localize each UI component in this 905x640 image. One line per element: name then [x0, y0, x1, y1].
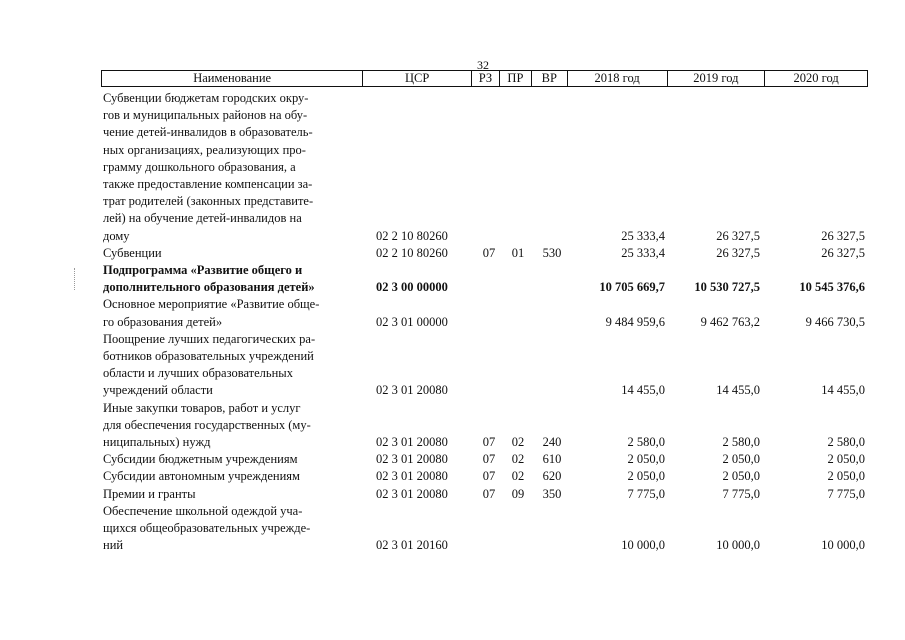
column-header-rz: РЗ	[472, 71, 500, 86]
row-pr: 01	[511, 245, 525, 260]
row-vr: 240	[542, 435, 562, 450]
row-csr: 02 2 10 80260	[376, 228, 448, 243]
column-header-name: Наименование	[102, 71, 363, 86]
row-name-line: области и лучших образовательных	[103, 366, 293, 381]
table-row	[101, 468, 868, 485]
row-name-line: Премии и гранты	[103, 486, 196, 501]
row-csr: 02 3 01 20080	[376, 383, 448, 398]
row-value-2019: 10 000,0	[716, 538, 760, 553]
row-name	[101, 90, 363, 245]
table-row	[101, 451, 868, 468]
column-header-2019: 2019 год	[668, 71, 766, 86]
row-name	[101, 262, 363, 296]
row-rz: 07	[482, 245, 496, 260]
column-header-csr: ЦСР	[363, 71, 472, 86]
row-rz: 07	[482, 435, 496, 450]
row-pr: 02	[511, 452, 525, 467]
row-value-2018: 2 050,0	[627, 452, 665, 467]
row-pr: 02	[511, 469, 525, 484]
row-value-2020: 9 466 730,5	[805, 314, 865, 329]
row-pr: 09	[511, 486, 525, 501]
row-value-2020: 10 545 376,6	[799, 280, 865, 295]
row-value-2018: 14 455,0	[621, 383, 665, 398]
row-rz: 07	[482, 469, 496, 484]
row-name-line: учреждений области	[103, 383, 213, 398]
column-header-vr: ВР	[532, 71, 568, 86]
row-value-2018: 10 000,0	[621, 538, 665, 553]
column-header-2018: 2018 год	[568, 71, 668, 86]
row-name	[101, 245, 363, 262]
row-csr: 02 3 01 20080	[376, 486, 448, 501]
row-name-line: трат родителей (законных представите-	[103, 194, 314, 209]
row-name	[101, 486, 363, 503]
table-header	[101, 70, 868, 87]
row-value-2019: 2 050,0	[722, 469, 760, 484]
table-row	[101, 400, 868, 452]
row-rz: 07	[482, 486, 496, 501]
row-value-2020: 14 455,0	[821, 383, 865, 398]
row-name-line: Обеспечение школьной одеждой уча-	[103, 503, 303, 518]
column-header-2020: 2020 год	[793, 71, 839, 85]
row-csr: 02 3 01 00000	[376, 314, 448, 329]
row-name-line: Субвенции бюджетам городских окру-	[103, 91, 309, 105]
row-vr: 530	[542, 245, 562, 260]
row-value-2019: 26 327,5	[716, 228, 760, 243]
row-csr: 02 3 01 20080	[376, 452, 448, 467]
row-value-2020: 26 327,5	[821, 228, 865, 243]
table-row	[101, 331, 868, 400]
table-row	[101, 245, 868, 262]
table-row	[101, 90, 868, 245]
row-name-line: ниципальных) нужд	[103, 435, 211, 450]
row-csr: 02 2 10 80260	[376, 245, 448, 260]
row-value-2019: 26 327,5	[716, 245, 760, 260]
row-name-line: го образования детей»	[103, 314, 223, 329]
row-csr: 02 3 01 20160	[376, 538, 448, 553]
row-csr: 02 3 00 00000	[376, 280, 448, 295]
row-value-2018: 25 333,4	[621, 228, 665, 243]
row-value-2020: 2 580,0	[827, 435, 865, 450]
row-value-2019: 14 455,0	[716, 383, 760, 398]
row-name-line: также предоставление компенсации за-	[103, 177, 313, 192]
row-value-2019: 9 462 763,2	[700, 314, 760, 329]
row-name-line: ных организациях, реализующих про-	[103, 142, 306, 157]
table-row	[101, 296, 868, 330]
row-value-2018: 10 705 669,7	[599, 280, 665, 295]
table-row	[101, 503, 868, 555]
row-value-2019: 10 530 727,5	[694, 280, 760, 295]
row-value-2019: 2 580,0	[722, 435, 760, 450]
row-csr: 02 3 01 20080	[376, 435, 448, 450]
row-name-line: Основное мероприятие «Развитие обще-	[103, 297, 320, 312]
row-name-line: дополнительного образования детей»	[103, 280, 315, 295]
row-name	[101, 468, 363, 485]
row-vr: 350	[542, 486, 562, 501]
row-value-2018: 2 050,0	[627, 469, 665, 484]
row-value-2018: 9 484 959,6	[605, 314, 665, 329]
row-csr: 02 3 01 20080	[376, 469, 448, 484]
row-name-line: ботников образовательных учреждений	[103, 349, 314, 364]
row-value-2019: 2 050,0	[722, 452, 760, 467]
row-name-line: чение детей-инвалидов в образователь-	[103, 125, 313, 140]
row-rz: 07	[482, 452, 496, 467]
row-name-line: лей) на обучение детей-инвалидов на	[103, 211, 302, 226]
row-value-2020: 26 327,5	[821, 245, 865, 260]
row-name	[101, 451, 363, 468]
page-number: 32	[477, 58, 489, 72]
row-name-line: грамму дошкольного образования, а	[103, 159, 296, 174]
row-name-line: Субсидии бюджетным учреждениям	[103, 452, 298, 467]
table-row	[101, 262, 868, 296]
table-row	[101, 486, 868, 503]
row-name-line: Субсидии автономным учреждениям	[103, 469, 300, 484]
row-name-line: для обеспечения государственных (му-	[103, 417, 311, 432]
row-value-2018: 25 333,4	[621, 245, 665, 260]
row-value-2018: 2 580,0	[627, 435, 665, 450]
row-value-2020: 2 050,0	[827, 469, 865, 484]
row-name-line: Иные закупки товаров, работ и услуг	[103, 400, 301, 415]
row-name	[101, 331, 363, 400]
row-name-line: дому	[103, 228, 130, 243]
margin-mark	[74, 268, 77, 290]
row-name	[101, 296, 363, 330]
row-name-line: ний	[103, 538, 124, 553]
row-name-line: Поощрение лучших педагогических ра-	[103, 331, 316, 346]
table-body	[101, 90, 868, 554]
row-vr: 620	[542, 469, 562, 484]
row-value-2018: 7 775,0	[627, 486, 665, 501]
row-value-2020: 10 000,0	[821, 538, 865, 553]
row-name-line: Субвенции	[103, 245, 162, 260]
row-vr: 610	[542, 452, 562, 467]
row-value-2020: 7 775,0	[827, 486, 865, 501]
column-header-pr: ПР	[500, 71, 532, 86]
row-name-line: гов и муниципальных районов на обу-	[103, 108, 308, 123]
row-name	[101, 400, 363, 452]
row-value-2019: 7 775,0	[722, 486, 760, 501]
row-name	[101, 503, 363, 555]
row-name-line: щихся общеобразовательных учрежде-	[103, 521, 311, 536]
row-name-line: Подпрограмма «Развитие общего и	[103, 263, 303, 278]
row-value-2020: 2 050,0	[827, 452, 865, 467]
row-pr: 02	[511, 435, 525, 450]
